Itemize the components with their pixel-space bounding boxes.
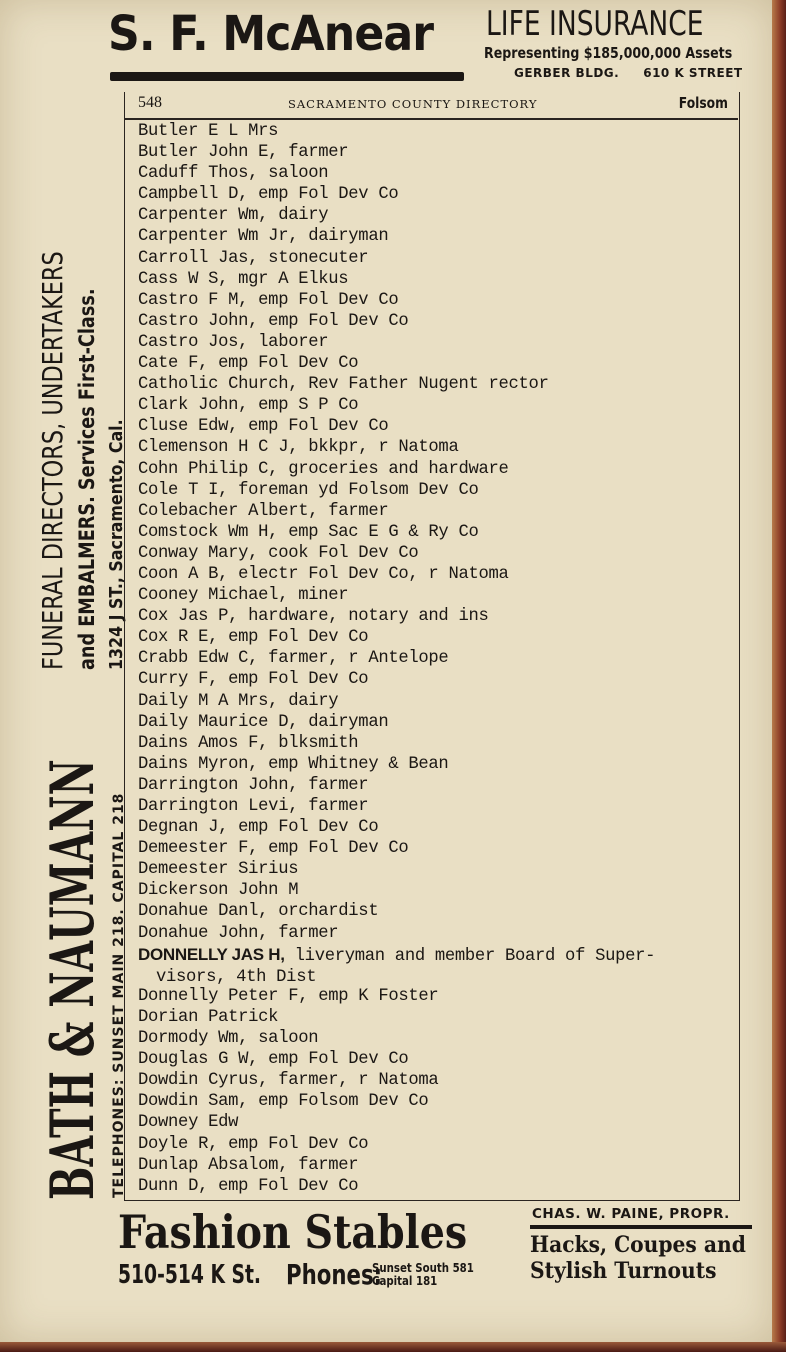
directory-entry: Dunn D, emp Fol Dev Co bbox=[138, 1176, 359, 1196]
directory-entry: Carroll Jas, stonecuter bbox=[138, 248, 369, 268]
directory-entry: Conway Mary, cook Fol Dev Co bbox=[138, 543, 419, 563]
directory-entries bbox=[138, 121, 736, 1197]
stables-phones-label: Phones: bbox=[286, 1258, 383, 1291]
featured-entry-continuation: visors, 4th Dist bbox=[156, 967, 317, 987]
directory-entry: Carpenter Wm, dairy bbox=[138, 206, 329, 226]
directory-entry: Carpenter Wm Jr, dairyman bbox=[138, 227, 389, 247]
advertiser-name: S. F. McAnear bbox=[108, 6, 434, 62]
stables-hacks-line: Hacks, Coupes and bbox=[530, 1232, 746, 1258]
directory-entry: Caduff Thos, saloon bbox=[138, 164, 329, 184]
directory-entry: Degnan J, emp Fol Dev Co bbox=[138, 818, 379, 838]
bottom-advertisement bbox=[114, 1206, 754, 1306]
page-title: SACRAMENTO COUNTY DIRECTORY bbox=[288, 97, 538, 111]
directory-entry: Dunlap Absalom, farmer bbox=[138, 1155, 359, 1175]
directory-entry: Coon A B, electr Fol Dev Co, r Natoma bbox=[138, 564, 509, 584]
directory-entry: Cox R E, emp Fol Dev Co bbox=[138, 628, 369, 648]
directory-entry: Donahue Danl, orchardist bbox=[138, 902, 379, 922]
directory-entry: Cate F, emp Fol Dev Co bbox=[138, 354, 359, 374]
funeral-address-line: 1324 J ST., Sacramento, Cal. bbox=[106, 419, 127, 670]
directory-entry: Dains Myron, emp Whitney & Bean bbox=[138, 754, 449, 774]
directory-entry: Castro Jos, laborer bbox=[138, 332, 329, 352]
directory-entry: Cluse Edw, emp Fol Dev Co bbox=[138, 417, 389, 437]
directory-entry: Cohn Philip C, groceries and hardware bbox=[138, 459, 509, 479]
insurance-headline: LIFE INSURANCE bbox=[486, 4, 704, 44]
book-edge-bottom bbox=[0, 1342, 786, 1352]
stables-proprietor: CHAS. W. PAINE, PROPR. bbox=[532, 1206, 730, 1222]
directory-entry: Daily M A Mrs, dairy bbox=[138, 691, 339, 711]
directory-entry: Cox Jas P, hardware, notary and ins bbox=[138, 607, 489, 627]
book-edge-right bbox=[772, 0, 786, 1352]
directory-entry: Colebacher Albert, farmer bbox=[138, 501, 389, 521]
directory-entry: Doyle R, emp Fol Dev Co bbox=[138, 1134, 369, 1154]
page-number: 548 bbox=[138, 94, 162, 111]
stables-address: 510-514 K St. bbox=[118, 1260, 262, 1290]
directory-entry: Cass W S, mgr A Elkus bbox=[138, 269, 349, 289]
funeral-firm-name: BATH & NAUMANN bbox=[38, 759, 108, 1200]
assets-line: Representing $185,000,000 Assets bbox=[484, 44, 733, 62]
funeral-phones-line: TELEPHONES: SUNSET MAIN 218. CAPITAL 218 bbox=[111, 792, 127, 1198]
directory-entry: Donahue John, farmer bbox=[138, 923, 339, 943]
directory-entry: Dains Amos F, blksmith bbox=[138, 733, 359, 753]
featured-entry-name: DONNELLY JAS H, bbox=[138, 944, 285, 964]
directory-entry: Crabb Edw C, farmer, r Antelope bbox=[138, 649, 449, 669]
advertiser-address bbox=[514, 66, 743, 80]
directory-entry: Downey Edw bbox=[138, 1113, 239, 1133]
directory-entry: Douglas G W, emp Fol Dev Co bbox=[138, 1050, 409, 1070]
directory-entry: Comstock Wm H, emp Sac E G & Ry Co bbox=[138, 522, 479, 542]
directory-entry: Dormody Wm, saloon bbox=[138, 1029, 319, 1049]
page-header bbox=[138, 94, 732, 116]
directory-entry: Cole T I, foreman yd Folsom Dev Co bbox=[138, 480, 479, 500]
stables-phone-sunset: Sunset South 581 bbox=[372, 1261, 474, 1275]
section-town: Folsom bbox=[678, 94, 728, 112]
featured-entry-detail: liveryman and member Board of Super- bbox=[284, 946, 656, 966]
directory-entry: Daily Maurice D, dairyman bbox=[138, 712, 389, 732]
funeral-services-line: FUNERAL DIRECTORS, UNDERTAKERS bbox=[36, 251, 69, 670]
directory-entry: Catholic Church, Rev Father Nugent rector bbox=[138, 375, 549, 395]
directory-entry: Dickerson John M bbox=[138, 881, 299, 901]
building-name: GERBER BLDG. bbox=[514, 66, 620, 80]
advertisement-rule bbox=[110, 72, 464, 81]
directory-entry: Curry F, emp Fol Dev Co bbox=[138, 670, 369, 690]
directory-entry: Clemenson H C J, bkkpr, r Natoma bbox=[138, 438, 459, 458]
funeral-embalmers-line: and EMBALMERS. Services First-Class. bbox=[75, 288, 99, 670]
directory-entry-featured bbox=[138, 944, 736, 986]
directory-entry: Butler John E, farmer bbox=[138, 143, 349, 163]
top-advertisement bbox=[108, 4, 758, 86]
directory-entry: Clark John, emp S P Co bbox=[138, 396, 359, 416]
directory-entry: Dorian Patrick bbox=[138, 1007, 279, 1027]
stables-turnouts-line: Stylish Turnouts bbox=[530, 1258, 717, 1284]
directory-entry: Cooney Michael, miner bbox=[138, 586, 349, 606]
stables-name: Fashion Stables bbox=[118, 1205, 468, 1259]
directory-entry: Demeester F, emp Fol Dev Co bbox=[138, 839, 409, 859]
directory-entry: Darrington Levi, farmer bbox=[138, 797, 369, 816]
directory-entry: Donnelly Peter F, emp K Foster bbox=[138, 986, 439, 1006]
directory-entry: Dowdin Cyrus, farmer, r Natoma bbox=[138, 1071, 439, 1091]
header-rule bbox=[125, 118, 738, 120]
street-address: 610 K STREET bbox=[643, 66, 743, 80]
directory-entry: Castro F M, emp Fol Dev Co bbox=[138, 290, 399, 310]
directory-entry: Dowdin Sam, emp Folsom Dev Co bbox=[138, 1092, 429, 1112]
proprietor-rule bbox=[530, 1225, 752, 1229]
stables-phone-capital: Capital 181 bbox=[372, 1274, 438, 1288]
directory-entry: Butler E L Mrs bbox=[138, 122, 279, 141]
directory-entry: Castro John, emp Fol Dev Co bbox=[138, 311, 409, 331]
directory-entry: Demeester Sirius bbox=[138, 860, 299, 880]
directory-entry: Darrington John, farmer bbox=[138, 775, 369, 795]
directory-entry: Campbell D, emp Fol Dev Co bbox=[138, 185, 399, 205]
